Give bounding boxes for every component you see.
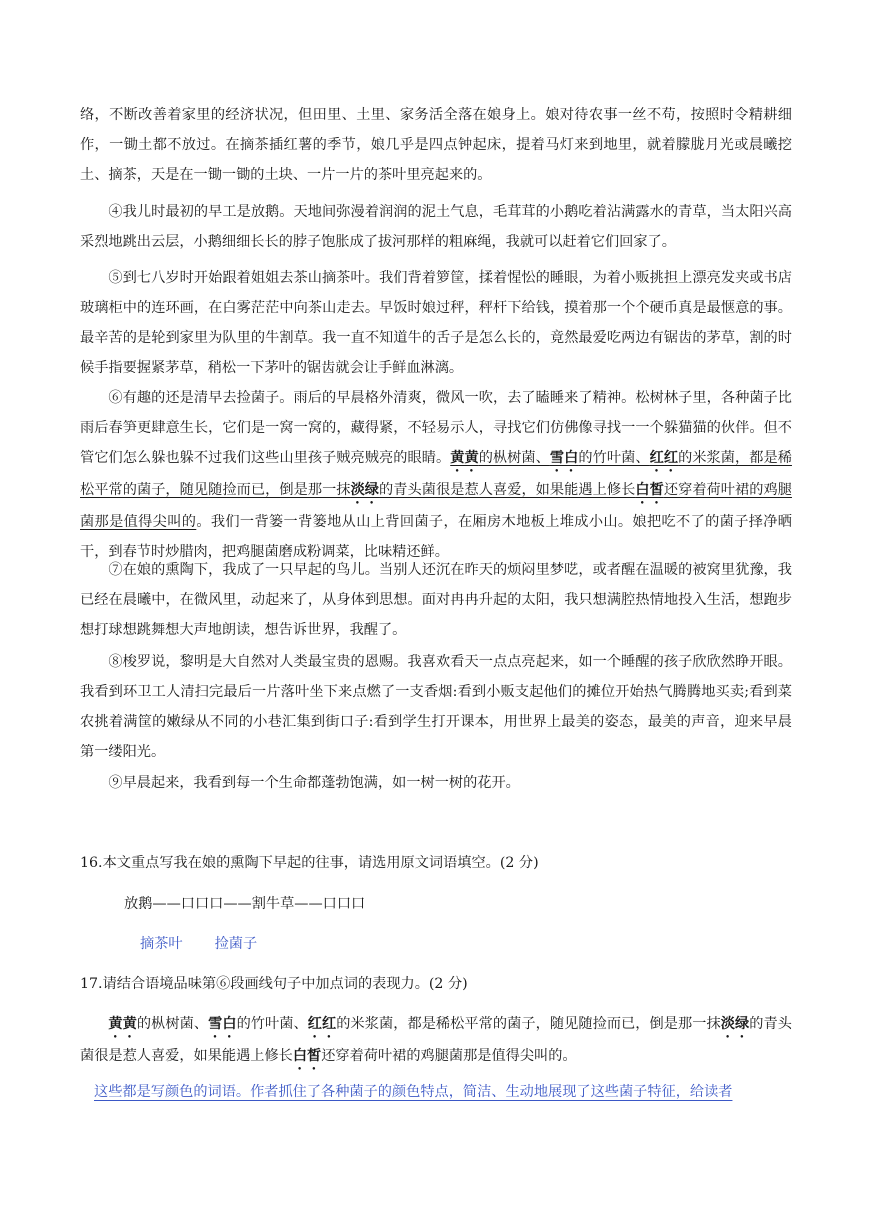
paragraph-4: ④我儿时最初的早工是放鹅。天地间弥漫着润润的泥土气息，毛茸茸的小鹅吃着沾满露水的青草，当太阳兴高采烈地跳出云层，小鹅细细长长的脖子饱胀成了拔河那样的粗麻绳，我就可以赶着它们回家了。 [80, 204, 792, 250]
underlined-fragment: 的青头菌很是惹人喜爱，如果能遇上修长 [379, 482, 636, 498]
underlined-fragment: 的米浆菌，都是稀松平常的菌子，随见随捡而已，倒是那一抹 [80, 450, 792, 498]
question-16-answers [140, 929, 257, 959]
underlined-fragment: 的枞树菌、 [478, 450, 550, 466]
sentence-fragment: 还穿着荷叶裙的鸡腿菌那是值得尖叫的。 [321, 1048, 577, 1064]
sentence-fragment: 的米浆菌，都是稀松平常的菌子，随见随捡而已，倒是那一抹 [336, 1016, 721, 1032]
paragraph-7: ⑦在娘的熏陶下，我成了一只早起的鸟儿。当别人还沉在昨天的烦闷里梦呓，或者醒在温暖的被窝里犹豫，我已经在晨曦中，在微风里，动起来了，从身体到思想。面对冉冉升起的太阳，我只想满腔热情地投入生活，想跑步想打球想跳舞想大声地朗读，想告诉世界，我醒了。 [80, 562, 792, 638]
question-16-blank-line: 放鹅——口口口——割牛草——口口口 [124, 896, 366, 912]
dotted-word-xuebai: 雪白 [208, 1016, 237, 1032]
paragraph-5: ⑤到七八岁时开始跟着姐姐去茶山摘茶叶。我们背着箩筐，揉着惺忪的睡眼，为着小贩挑担上漂亮发夹或书店玻璃柜中的连环画，在白雾茫茫中向茶山走去。早饭时娘过秤，秤杆下给钱，摸着那一个个硬币真是最惬意的事。最辛苦的是轮到家里为队里的牛割草。我一直不知道牛的舌子是怎么长的，竟然最爱吃两边有锯齿的茅草，割的时候手指要握紧茅草，稍松一下茅叶的锯齿就会让手鲜血淋漓。 [80, 270, 792, 376]
paragraph-6-text: ⑥有趣的还是清早去捡菌子。雨后的早晨格外清爽，微风一吹，去了瞌睡来了精神。松树林子里，各种菌子比雨后春笋更肆意生长，它们是一窝一窝的，藏得紧，不轻易示人，寻找它们仿佛像寻找一一个躲猫猫的伙伴。但不管它们怎么躲也躲不过我们这些山里孩子贼亮贼亮的眼睛。 [80, 390, 792, 466]
sentence-fragment: 的青头菌很是惹人喜爱，如果能遇上修长 [80, 1016, 792, 1064]
dotted-word-danlv: 淡绿 [720, 1016, 750, 1032]
dotted-word-xuebai: 雪白 [549, 450, 579, 466]
dotted-word-honghong: 红红 [649, 450, 679, 466]
paragraph-6 [80, 383, 792, 567]
dotted-word-baixi: 白皙 [292, 1048, 322, 1064]
paragraph-8: ⑧梭罗说，黎明是大自然对人类最宝贵的恩赐。我喜欢看天一点点亮起来，如一个睡醒的孩子欣欣然睁开眼。我看到环卫工人清扫完最后一片落叶坐下来点燃了一支香烟:看到小贩支起他们的摊位开始热气腾腾地买卖;看到菜农挑着满筐的嫩绿从不同的小巷汇集到街口子:看到学生打开课本，用世界上最美的姿态，最美的声音，迎来早晨第一缕阳光。 [80, 654, 792, 760]
dotted-word-danlv: 淡绿 [350, 482, 380, 498]
paragraph-3-continued: 络，不断改善着家里的经济状况，但田里、土里、家务活全落在娘身上。娘对待农事一丝不苟，按照时令精耕细作，一锄土都不放过。在摘茶插红薯的季节，娘几乎是四点钟起床，提着马灯来到地里，就着朦胧月光或晨曦挖土、摘茶，天是在一锄一锄的土块、一片一片的茶叶里亮起来的。 [80, 107, 792, 183]
paragraph-9: ⑨早晨起来，我看到每一个生命都蓬勃饱满，如一树一树的花开。 [108, 775, 520, 791]
sentence-fragment: 的竹叶菌、 [236, 1016, 308, 1032]
dotted-word-huanghuang: 黄黄 [450, 450, 479, 466]
sentence-fragment: 的枞树菌、 [136, 1016, 209, 1032]
dotted-word-huanghuang: 黄黄 [108, 1016, 137, 1032]
question-17-quoted-sentence [80, 1009, 792, 1073]
answer-2: 捡菌子 [214, 936, 258, 952]
underlined-fragment: 的竹叶菌、 [578, 450, 650, 466]
question-17: 17.请结合语境品味第⑥段画线句子中加点词的表现力。(2 分) [80, 976, 468, 992]
question-17-answer: 这些都是写颜色的词语。作者抓住了各种菌子的颜色特点，简洁、生动地展现了这些菌子特征，给读者 [94, 1084, 733, 1100]
dotted-word-baixi: 白皙 [635, 482, 664, 498]
underlined-fragment: 还穿着荷叶裙的鸡腿菌那是值得尖叫的 [80, 482, 792, 530]
question-16: 16.本文重点写我在娘的熏陶下早起的往事，请选用原文词语填空。(2 分) [80, 855, 539, 871]
dotted-word-honghong: 红红 [307, 1016, 337, 1032]
answer-1: 摘茶叶 [140, 936, 183, 952]
paragraph-6-text-end: 。我们一背篓一背篓地从山上背回菌子，在厢房木地板上堆成小山。娘把吃不了的菌子择净晒干，到春节时炒腊肉，把鸡腿菌磨成粉调菜，比味精还鲜。 [80, 514, 792, 560]
